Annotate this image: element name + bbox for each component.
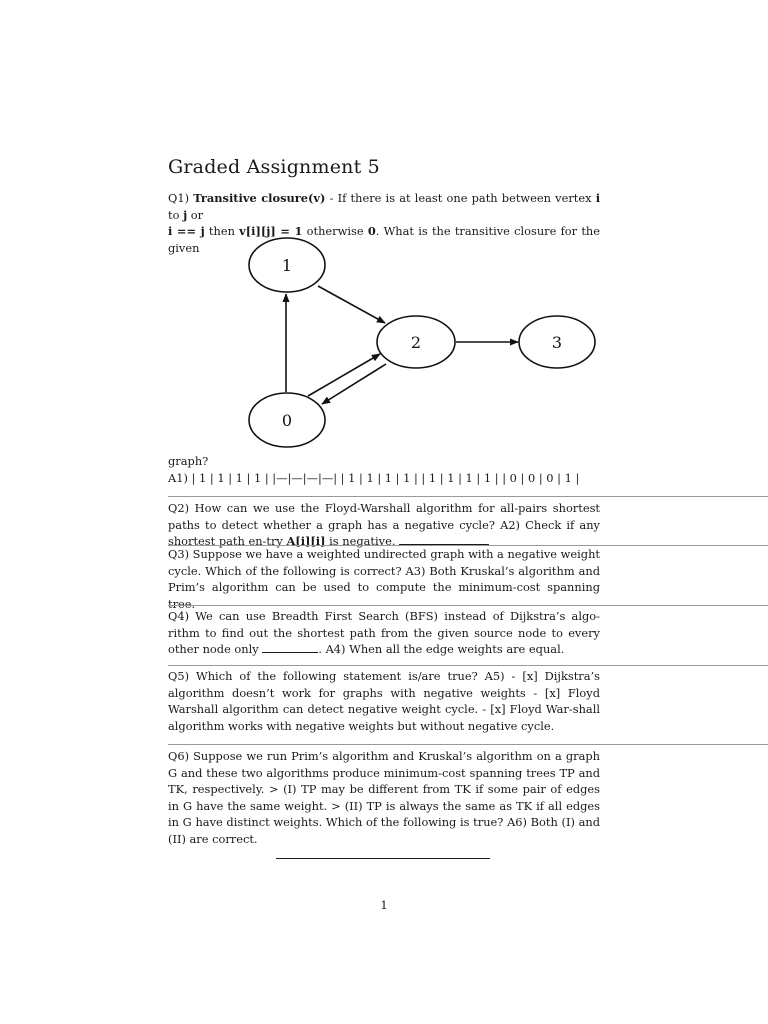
answer-1: A1) | 1 | 1 | 1 | 1 | |—|—|—|—| | 1 | 1 | 1 | 1 | | 1 | 1 | 1 | 1 | | 0 | 0 | 0 | 1 | [168,470,580,485]
question-4: Q4) We can use Breadth First Search (BFS) instead of Dijkstra’s algo-rithm to find out the shortest path from the given source node to every other node only . A4) When all the edge weights are equal. [168,609,600,656]
edge-1-to-2 [318,286,385,323]
graph-node-1 [249,238,325,292]
question-3: Q3) Suppose we have a weighted undirected graph with a negative weight cycle. Which of the following is correct? A3) Both Kruskal’s algorithm and Prim’s algorithm can be used to compute the minimum-cost spanning tree. [168,547,600,611]
footnote-rule [276,858,490,859]
graph-node-label-3: 3 [551,333,563,352]
divider [168,496,768,497]
transitive-closure-term: Transitive closure(v) [193,191,326,205]
divider [168,744,768,745]
divider [168,605,768,606]
graph-node-label-2: 2 [410,333,422,352]
matrix-entry: A[i][i] [286,534,326,548]
graph-node-2 [377,316,455,368]
question-1-answer: graph? A1) | 1 | 1 | 1 | 1 | |—|—|—|—| | 1 | 1 | 1 | 1 | | 1 | 1 | 1 | 1 | | 0 | 0 | 0 | 1 | [168,454,580,485]
question-1: Q1) Transitive closure(v) - If there is at least one path between vertex i to j or i == j then v[i][j] = 1 otherwise 0. What is the transitive closure for the given [168,191,601,255]
graph-node-label-0: 0 [281,411,293,430]
graph-node-0 [249,393,325,447]
graph-node-3 [519,316,595,368]
question-6: Q6) Suppose we run Prim’s algorithm and Kruskal’s algorithm on a graph G and these two algorithms produce minimum-cost spanning trees TP and TK, respectively. > (I) TP may be different from TK if some pair of edges in G have the same weight. > (II) TP is always the same as TK if all edges in G have distinct weights. Which of the following is true? A6) Both (I) and (II) are correct. [168,749,600,846]
question-5: Q5) Which of the following statement is/are true? A5) - [x] Dijkstra’s algorithm doesn’t work for graphs with negative weights - [x] Floyd Warshall algorithm can detect negative weight cycle. - [x] Floyd War-shall algorithm works with negative weights but without negative cycle. [168,669,600,733]
graph-node-label-1: 1 [281,256,293,275]
answer-blank-line [399,534,489,545]
page-number: 1 [380,898,388,912]
divider [168,665,768,666]
question-2: Q2) How can we use the Floyd-Warshall algorithm for all-pairs shortest paths to detect whether a graph has a negative cycle? A2) Check if any shortest path en-try A[i][i] is negative. [168,501,600,548]
page-title: Graded Assignment 5 [168,156,380,178]
answer-blank [262,642,318,653]
